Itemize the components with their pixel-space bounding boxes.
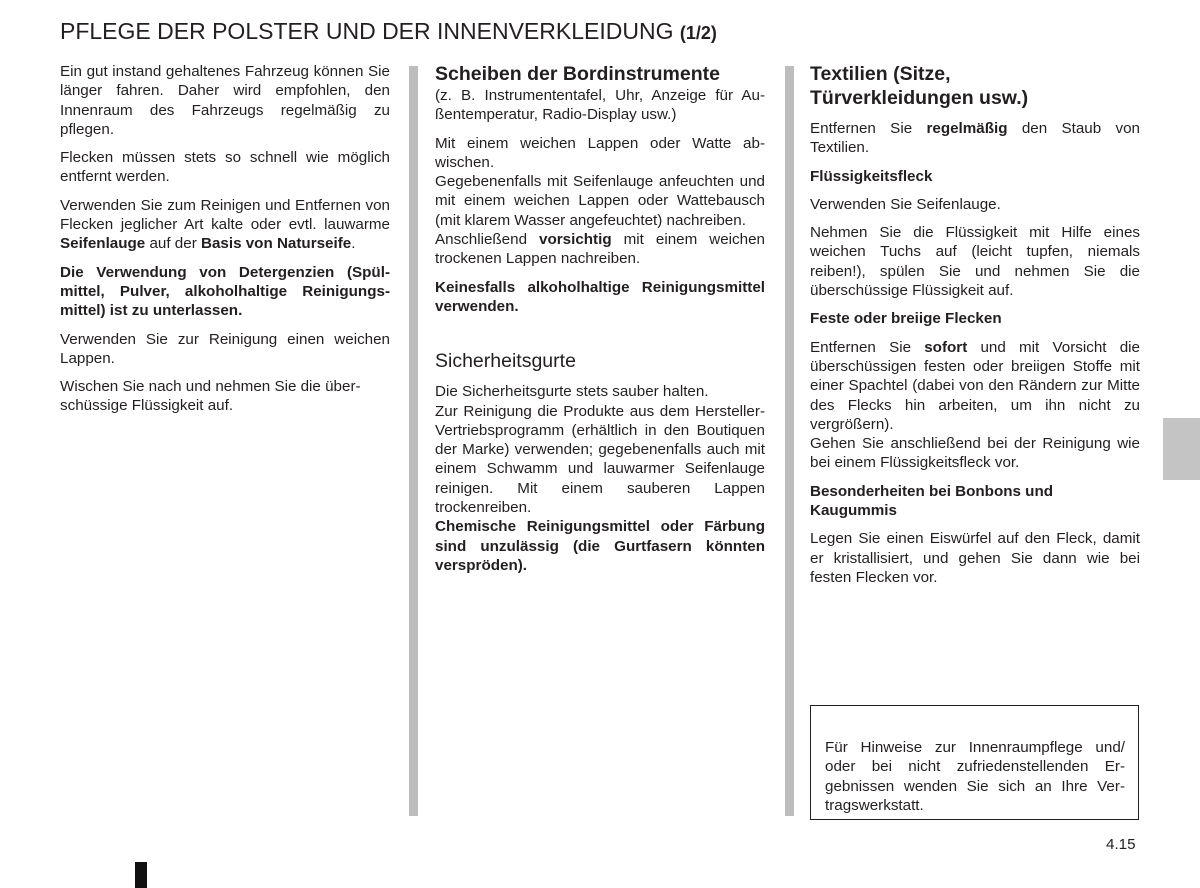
text-run-bold: Die Verwendung von Detergenzien (Spülmittel, Pulver, alkoholhaltige Reinigungsmittel) ist zu unterlassen. — [60, 263, 390, 320]
paragraph-absorb-liquid: Nehmen Sie die Flüssigkeit mit Hilfe eines weichen Tuchs auf (leicht tupfen, niemals reiben!), spülen Sie und nehmen Sie die überschüssige Flüssigkeit auf. — [810, 224, 1140, 300]
column-separator-left — [409, 66, 418, 816]
text-run: und mit Vorsicht die überschüssigen festen oder breiigen Stoffe mit einer Spachtel (dabei von den Rändern zur Mitte des Flecks hin arbeiten, um ihn nicht zu vergrößern). — [810, 338, 1140, 433]
subheading-liquid-stain: Flüssigkeitsfleck — [810, 167, 933, 185]
text-run: Verwenden Sie zum Reinigen und Entfernen von Flecken jeglicher Art kalte oder evtl. lauwarme — [60, 196, 390, 234]
paragraph-dry-carefully — [435, 230, 765, 269]
subheading-sweets-gum: Besonderheiten bei Bonbons und Kaugummis — [810, 482, 1054, 520]
page-title-part: (1/2) — [679, 23, 717, 43]
heading-line: Textilien (Sitze, — [810, 63, 951, 85]
text-run: . — [351, 235, 356, 253]
info-note-text: Für Hinweise zur Innenraumpflege und/ oder bei nicht zufriedenstellenden Ergebnissen wenden Sie sich an Ihre Vertragswerkstatt. — [825, 739, 1125, 815]
paragraph-no-alcohol — [435, 278, 765, 317]
text-run: Entfernen Sie — [810, 120, 927, 137]
subheading-solid-stains: Feste oder breiige Flecken — [810, 310, 1002, 328]
paragraph-stains-fast: Flecken müssen stets so schnell wie möglich entfernt werden. — [60, 149, 390, 186]
text-run-bold: Chemische Reinigungsmittel oder Färbung sind unzulässig (die Gurtfasern könnten verspröden). — [435, 518, 765, 574]
heading-textiles — [810, 62, 1140, 110]
bottom-print-mark — [135, 862, 147, 888]
paragraph-moisten: Gegebenenfalls mit Seifenlauge anfeuchten und mit einem weichen Lappen oder Wattebausch (mit klarem Wasser angefeuchtet) nachreiben. — [435, 173, 765, 229]
column-left — [60, 62, 390, 416]
text-run: auf der — [145, 235, 201, 253]
text-run-bold: Keinesfalls alkoholhaltige Reinigungsmittel verwenden. — [435, 278, 765, 315]
paragraph-then-clean: Gehen Sie anschließend bei der Reinigung wie bei einem Flüssigkeitsfleck vor. — [810, 435, 1140, 472]
paragraph-wipe: Wischen Sie nach und nehmen Sie die überschüssige Flüssigkeit auf. — [60, 378, 361, 415]
info-note-box — [810, 705, 1139, 820]
paragraph-belts-products: Zur Reinigung die Produkte aus dem Hersteller-Vertriebsprogramm (erhältlich in den Boutiquen der Marke) verwenden; gegebenenfalls auch mit einem Schwamm und lauwarmer Seifenlauge reinigen. Mit einem sauberen Lappen trockenreiben. — [435, 402, 765, 517]
heading-seatbelts: Sicherheitsgurte — [435, 350, 576, 373]
text-run: mit einem weichen trockenen Lappen nachreiben. — [435, 231, 765, 268]
paragraph-use-soap: Verwenden Sie Seifenlauge. — [810, 195, 1001, 213]
text-run-bold: sofort — [924, 338, 968, 356]
paragraph-soft-cloth: Verwenden Sie zur Reinigung einen weichen Lappen. — [60, 330, 390, 367]
paragraph-belts-warning — [435, 517, 765, 575]
text-run: Anschließend — [435, 231, 540, 249]
text-run: Entfernen Sie — [810, 338, 925, 356]
paragraph-ice-cube: Legen Sie einen Eiswürfel auf den Fleck, damit er kristallisiert, und gehen Sie dann wie bei festen Flecken vor. — [810, 530, 1140, 586]
paragraph-soap-solution — [60, 196, 390, 254]
paragraph-instrument-examples: (z. B. Instrumententafel, Uhr, Anzeige für Außentemperatur, Radio-Display usw.) — [435, 87, 765, 124]
chapter-tab-marker — [1163, 418, 1200, 480]
page-title — [60, 18, 1060, 45]
text-run-bold: vorsichtig — [539, 231, 612, 249]
heading-line: Türverkleidungen usw.) — [810, 87, 1029, 109]
paragraph-wipe-cloth: Mit einem weichen Lappen oder Watte abwischen. — [435, 134, 765, 171]
page-title-text: PFLEGE DER POLSTER UND DER INNENVERKLEIDUNG — [60, 18, 674, 44]
column-middle — [435, 62, 765, 575]
column-separator-right — [785, 66, 794, 816]
paragraph-belts-clean: Die Sicherheitsgurte stets sauber halten. — [435, 383, 709, 401]
text-run: den Staub von Textilien. — [810, 120, 1140, 157]
paragraph-detergent-warning — [60, 263, 390, 321]
text-run-bold: regelmäßig — [926, 120, 1008, 137]
page-number: 4.15 — [1106, 836, 1136, 853]
paragraph-intro: Ein gut instand gehaltenes Fahrzeug können Sie länger fahren. Daher wird empfohlen, den Innenraum des Fahrzeugs regelmäßig zu pflegen. — [60, 63, 390, 138]
paragraph-remove-solids — [810, 338, 1140, 434]
text-run-bold: Seifenlauge — [60, 235, 146, 253]
column-right — [810, 62, 1140, 587]
paragraph-dust — [810, 119, 1140, 158]
text-run-bold: Basis von Naturseife — [200, 235, 352, 253]
heading-instrument-glass: Scheiben der Bordinstrumente — [435, 63, 720, 85]
